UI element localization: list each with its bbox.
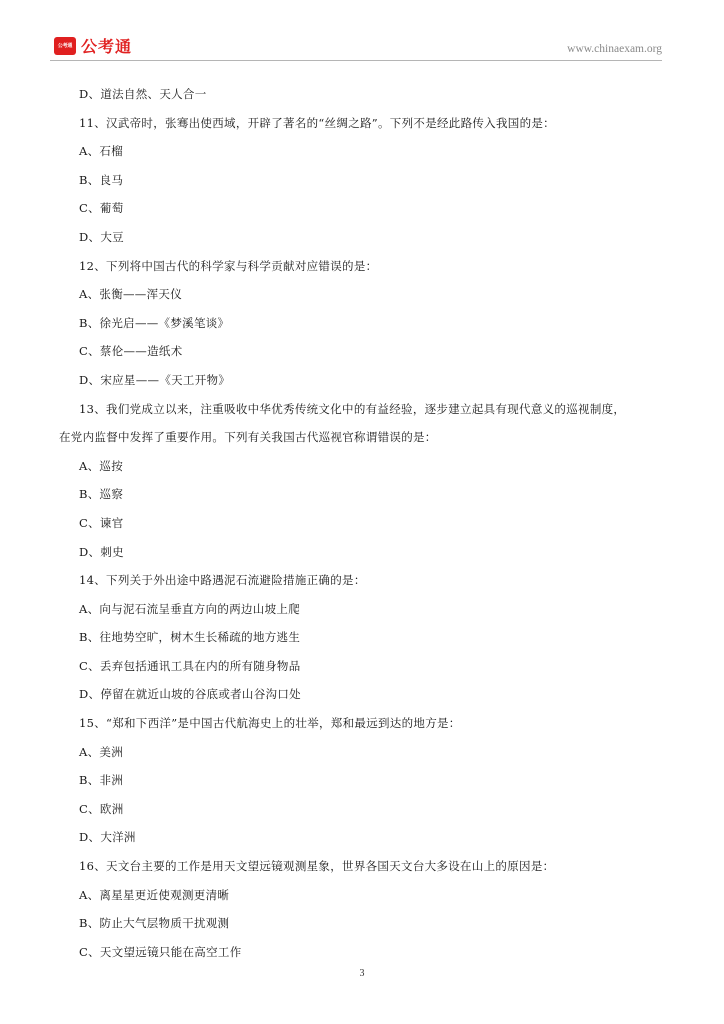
text-line: B、往地势空旷，树木生长稀疏的地方逃生 [79, 630, 301, 645]
text-line: C、欧洲 [79, 801, 124, 816]
text-line: C、蔡伦——造纸术 [79, 344, 183, 359]
text-line: B、徐光启——《梦溪笔谈》 [79, 315, 230, 330]
text-line: B、巡察 [79, 487, 124, 502]
page-number: 3 [359, 968, 365, 979]
text-line: B、防止大气层物质干扰观测 [79, 916, 230, 931]
text-line: C、谏官 [79, 515, 124, 530]
text-line: 11、汉武帝时，张骞出使西域，开辟了著名的“丝绸之路”。下列不是经此路传入我国的是： [79, 115, 555, 130]
text-line: D、宋应星——《天工开物》 [79, 372, 231, 387]
text-line: D、停留在就近山坡的谷底或者山谷沟口处 [79, 687, 301, 702]
text-line: A、美洲 [79, 744, 124, 759]
logo [54, 34, 132, 57]
site-url: www.chinaexam.org [567, 43, 662, 55]
text-line: B、非洲 [79, 773, 124, 788]
text-line: 在党内监督中发挥了重要作用。下列有关我国古代巡视官称谓错误的是： [59, 430, 437, 445]
text-line: 15、“郑和下西洋”是中国古代航海史上的壮举，郑和最远到达的地方是： [79, 716, 461, 731]
text-line: D、大洋洲 [79, 830, 136, 845]
text-line: A、石榴 [79, 144, 124, 159]
text-line: B、良马 [79, 172, 124, 187]
text-line: C、葡萄 [79, 201, 124, 216]
text-line: A、巡按 [79, 458, 124, 473]
text-line: D、大豆 [79, 229, 124, 244]
text-line: 12、下列将中国古代的科学家与科学贡献对应错误的是： [79, 258, 378, 273]
logo-text: 公考通 [81, 37, 133, 56]
document-body [59, 80, 667, 966]
text-line: D、道法自然、天人合一 [79, 87, 207, 101]
logo-badge-icon: 公考通 [54, 37, 76, 55]
text-line: A、向与泥石流呈垂直方向的两边山坡上爬 [79, 601, 301, 616]
text-line: A、离星星更近使观测更清晰 [79, 887, 230, 902]
text-line: 16、天文台主要的工作是用天文望远镜观测星象，世界各国天文台大多设在山上的原因是： [79, 859, 555, 874]
text-line: 14、下列关于外出途中路遇泥石流避险措施正确的是： [79, 573, 366, 588]
text-line: 13、我们党成立以来，注重吸收中华优秀传统文化中的有益经验，逐步建立起具有现代意义的巡视制度， [79, 401, 626, 416]
text-line: A、张衡——浑天仪 [79, 287, 183, 302]
text-line: C、丢弃包括通讯工具在内的所有随身物品 [79, 658, 301, 673]
text-line: D、刺史 [79, 544, 124, 559]
text-line: C、天文望远镜只能在高空工作 [79, 944, 242, 959]
page-header [50, 34, 662, 61]
